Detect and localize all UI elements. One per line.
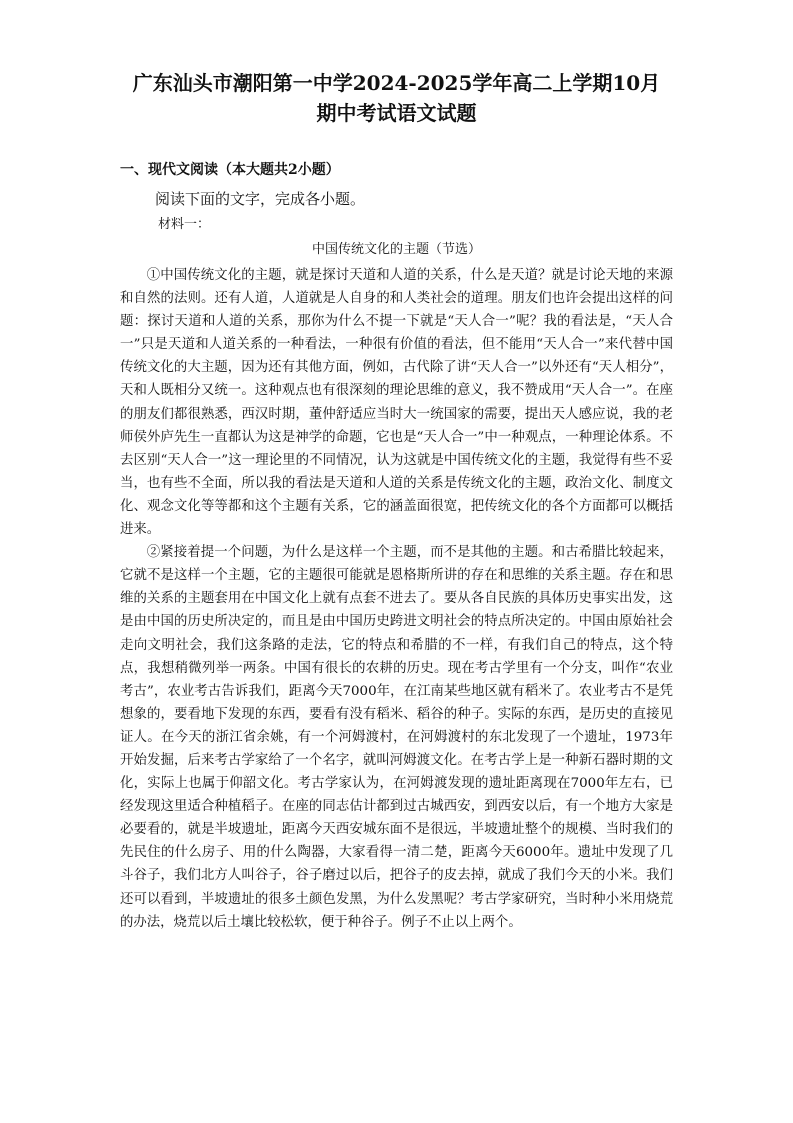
document-title [100, 68, 693, 128]
reading-instruction: 阅读下面的文字，完成各小题。 [155, 190, 366, 208]
section-heading: 一、现代文阅读（本大题共2小题） [120, 162, 340, 178]
title-line-2: 期中考试语文试题 [316, 101, 477, 125]
article-body [120, 264, 673, 934]
paragraph-1: ①中国传统文化的主题，就是探讨天道和人道的关系，什么是天道？就是讨论天地的来源和自然的法则。还有人道，人道就是人自身的和人类社会的道理。朋友们也许会提出这样的问题：探讨天道和人道的关系，那你为什么不提一下就是“天人合一”呢？我的看法是，“天人合一”只是天道和人道关系的一种看法，一种很有价值的看法，但不能用“天人合一”来代替中国传统文化的大主题，因为还有其他方面，例如，古代除了讲“天人合一”以外还有“天人相分”，天和人既相分又统一。这种观点也有很深刻的理论思维的意义，我不赞成用“天人合一”。在座的朋友们都很熟悉，西汉时期，董仲舒适应当时大一统国家的需要，提出天人感应说，我的老师侯外庐先生一直都认为这是神学的命题，它也是“天人合一”中一种观点，一种理论体系。不去区别“天人合一”这一理论里的不同情况，认为这就是中国传统文化的主题，我觉得有些不妥当，也有些不全面，所以我的看法是天道和人道的关系是传统文化的主题，政治文化、制度文化、观念文化等等都和这个主题有关系，它的涵盖面很宽，把传统文化的各个方面都可以概括进来。 [120, 268, 673, 538]
material-label: 材料一： [158, 217, 211, 232]
paragraph-2: ②紧接着提一个问题，为什么是这样一个主题，而不是其他的主题。和古希腊比较起来，它就不是这样一个主题，它的主题很可能就是恩格斯所讲的存在和思维的关系主题。存在和思维的关系的主题套用在中国文化上就有点套不进去了。要从各自民族的具体历史事实出发，这是由中国的历史所决定的，而且是由中国历史跨进文明社会的特点所决定的。中国由原始社会走向文明社会，我们这条路的走法，它的特点和希腊的不一样，有我们自己的特点，这个特点，我想稍微列举一两条。中国有很长的农耕的历史。现在考古学里有一个分支，叫作“农业考古”，农业考古告诉我们，距离今天7000年，在江南某些地区就有稻米了。农业考古不是凭想象的，要看地下发现的东西，要看有没有稻米、稻谷的种子。实际的东西，是历史的直接见证人。在今天的浙江省余姚，有一个河姆渡村，在河姆渡村的东北发现了一个遗址，1973年开始发掘，后来考古学家给了一个名字，就叫河姆渡文化。在考古学上是一种新石器时期的文化，实际上也属于仰韶文化。考古学家认为，在河姆渡发现的遗址距离现在7000年左右，已经发现这里适合种植稻子。在座的同志估计都到过古城西安，到西安以后，有一个地方大家是必要看的，就是半坡遗址，距离今天西安城东面不是很远，半坡遗址整个的规模、当时我们的先民住的什么房子、用的什么陶器，大家看得一清二楚，距离今天6000年。遗址中发现了几斗谷子，我们北方人叫谷子，谷子磨过以后，把谷子的皮去掉，就成了我们今天的小米。我们还可以看到，半坡遗址的很多土颜色发黑，为什么发黑呢？考古学家研究，当时种小米用烧荒的办法，烧荒以后土壤比较松软，便于种谷子。例子不止以上两个。 [120, 545, 673, 930]
article-title: 中国传统文化的主题（节选） [311, 242, 481, 257]
title-line-1: 广东汕头市潮阳第一中学2024-2025学年高二上学期10月 [132, 71, 661, 95]
